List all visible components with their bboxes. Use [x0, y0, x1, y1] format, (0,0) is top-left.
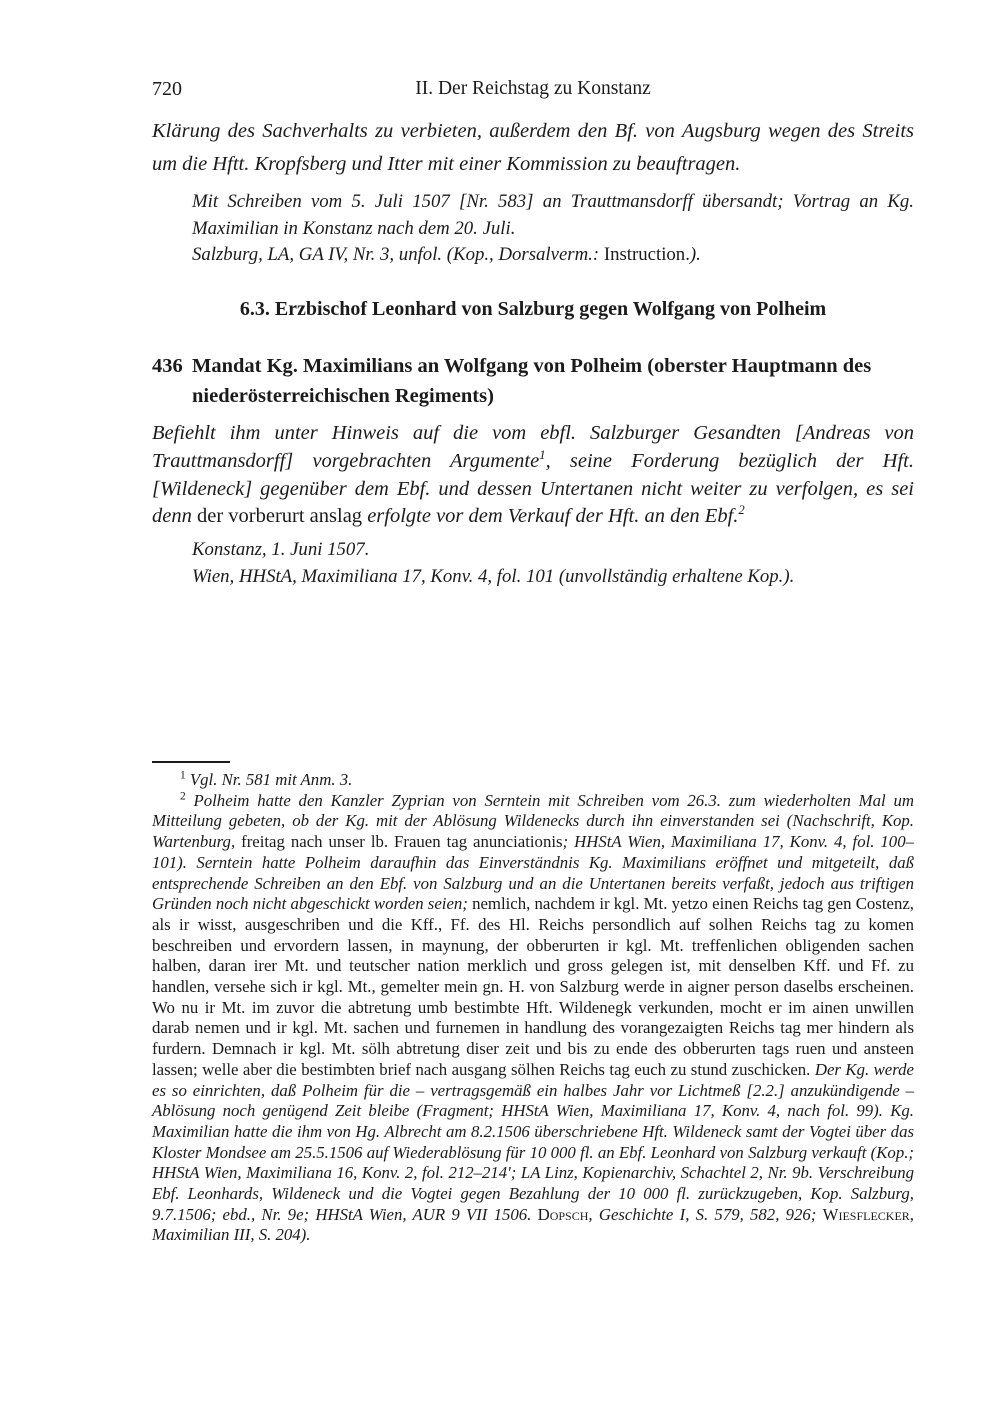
footnote-2-author-name: Dopsch [537, 1204, 589, 1224]
footnote-1 [152, 770, 914, 791]
footnote-2-segment: Der Kg. werde es so einrichten, daß Polheim für die – vertragsgemäß ein halbes Jahr vor Lichtmeß [2.2.] anzukündigende – Ablösung noch genügend Zeit bleibe (Fragment; HHStA Wien, Maximiliana 17, Konv. 4, nach fol. 99). Kg. Maximilian hatte die ihm von Hg. Albrecht am 8.2.1506 überschriebene Hft. Wildeneck samt der Vogtei über das Kloster Mondsee am 25.5.1506 auf Wiederablösung für 10 000 fl. an Ebf. Leonhard von Salzburg verkauft (Kop.; HHStA Wien, Maximiliana 16, Konv. 2, fol. 212–214'; LA Linz, Kopienarchiv, Schachtel 2, Nr. 9b. Verschreibung Ebf. Leonhards, Wildeneck und die Vogtei gegen Bezahlung der 10 000 fl. zurückzugeben, Kop. Salzburg, 9.7.1506; ebd., Nr. 9e; HHStA Wien, AUR 9 VII 1506. [152, 1059, 915, 1224]
footnote-2 [152, 791, 914, 1246]
archival-source-note [192, 242, 914, 269]
footnote-2-segment: , Maximilian III, S. 204). [152, 1204, 914, 1245]
entry-source: Wien, HHStA, Maximiliana 17, Konv. 4, fol. 101 (unvollständig erhaltene Kop.). [192, 565, 795, 587]
entry-abstract [152, 420, 914, 531]
footnote-1-text: Vgl. Nr. 581 mit Anm. 3. [189, 770, 353, 789]
entry-dateline-block [192, 537, 914, 590]
entry-title: Mandat Kg. Maximilians an Wolfgang von Polheim (oberster Hauptmann des niederösterreichischen Regiments) [192, 355, 872, 407]
entry-summary-continued: Klärung des Sachverhalts zu verbieten, außerdem den Bf. von Augsburg wegen des Streits um die Hftt. Kropfsberg und Itter mit einer Kommission zu beauftragen. [152, 120, 914, 175]
source-dorsal-note: Instruction. [603, 244, 690, 265]
footnote-divider [152, 761, 230, 763]
entry-dateline: Konstanz, 1. Juni 1507. [192, 539, 370, 560]
footnotes [152, 770, 914, 1246]
abstract-segment: erfolgte vor dem Verkauf der Hft. an den Ebf. [367, 505, 739, 528]
abstract-quoted-source-segment: der vorberurt anslag [196, 505, 368, 528]
page-number: 720 [152, 78, 182, 100]
footnote-ref-1: 1 [539, 447, 546, 462]
footnote-2-quoted-source-segment: freitag nach unser lb. Frauen tag anunciationis [241, 832, 563, 852]
transmission-block [192, 189, 914, 269]
section-heading: 6.3. Erzbischof Leonhard von Salzburg gegen Wolfgang von Polheim [239, 298, 827, 320]
running-title: II. Der Reichstag zu Konstanz [415, 78, 651, 99]
running-head [152, 78, 914, 104]
abstract-segment: , seine Forderung bezüglich der Hft. [Wildeneck] gegenüber dem Ebf. und dessen Untertanen nicht weiter zu verfolgen, es sei denn [152, 449, 915, 528]
footnote-2-marker: 2 [180, 790, 186, 803]
footnote-ref-2: 2 [738, 503, 745, 518]
source-close: ). [689, 244, 701, 265]
footnote-1-marker: 1 [180, 769, 186, 782]
footnote-2-segment: , Geschichte I, S. 579, 582, 926; [588, 1204, 823, 1224]
footnote-2-quoted-source-segment: nemlich, nachdem ir kgl. Mt. yetzo einen Reichs tag gen Costenz, als ir wisst, ausgeschriben und die Kff., Ff. des Hl. Reichs persondlich auf solhen Reichs tag zu komen beschreiben und ervordern lassen, in maynung, der obberurten ir kgl. Mt. treffenlichen obligenden sachen halben, daran irer Mt. und teutscher nation merklich und gross gelegen ist, mit denselben Kff. und Ff. zu handlen, versehe sich ir kgl. Mt., gemelter mein gn. H. von Salzburg werde in aigner person daselbs erscheinen. Wo nu ir Mt. im zuvor die abtretung umb bestimbte Hft. Wildenegk verkunden, mocht er im ainen unwillen darab nemen und ir kgl. Mt. sachen und furnemen in handlung des vorangezaigten Reichs tag mer hindern als furdern. Demnach ir kgl. Mt. sölh abtretung diser zeit und bis zu ende des obberurten tags ruen und ansteen lassen; welle aber die bestimbten brief nach ausgang sölhen Reichs tag euch zu stund zuschicken. [152, 894, 914, 1079]
entry-number: 436 [152, 355, 183, 377]
abstract-segment: Befiehlt ihm unter Hinweis auf die vom ebfl. Salzburger Gesandten [Andreas von Trauttmansdorff] vorgebrachten Argumente [152, 422, 914, 472]
footnote-2-segment: Polheim hatte den Kanzler Zyprian von Serntein mit Schreiben vom 26.3. zum wiederholten Mal um Mitteilung gebeten, ob der Kg. mit der Ablösung Wildenecks durch ihn einverstanden sei (Nachschrift, Kop. Wartenburg, [152, 790, 914, 852]
entry-heading [152, 351, 914, 411]
footnote-2-author-name: Wiesflecker [822, 1204, 910, 1224]
transmission-note: Mit Schreiben vom 5. Juli 1507 [Nr. 583] an Trauttmansdorff übersandt; Vortrag an Kg. Maximilian in Konstanz nach dem 20. Juli. [192, 191, 914, 239]
footnote-2-segment: ; HHStA Wien, Maximiliana 17, Konv. 4, fol. 100–101). Serntein hatte Polheim daraufhin das Einverständnis Kg. Maximilians eröffnet und mitgeteilt, daß entsprechende Schreiben an den Ebf. von Salzburg und an die Untertanen bereits verfaßt, jedoch aus triftigen Gründen noch nicht abgeschickt worden seien; [152, 832, 914, 914]
source-text: Salzburg, LA, GA IV, Nr. 3, unfol. (Kop., Dorsalverm.: [192, 244, 604, 265]
